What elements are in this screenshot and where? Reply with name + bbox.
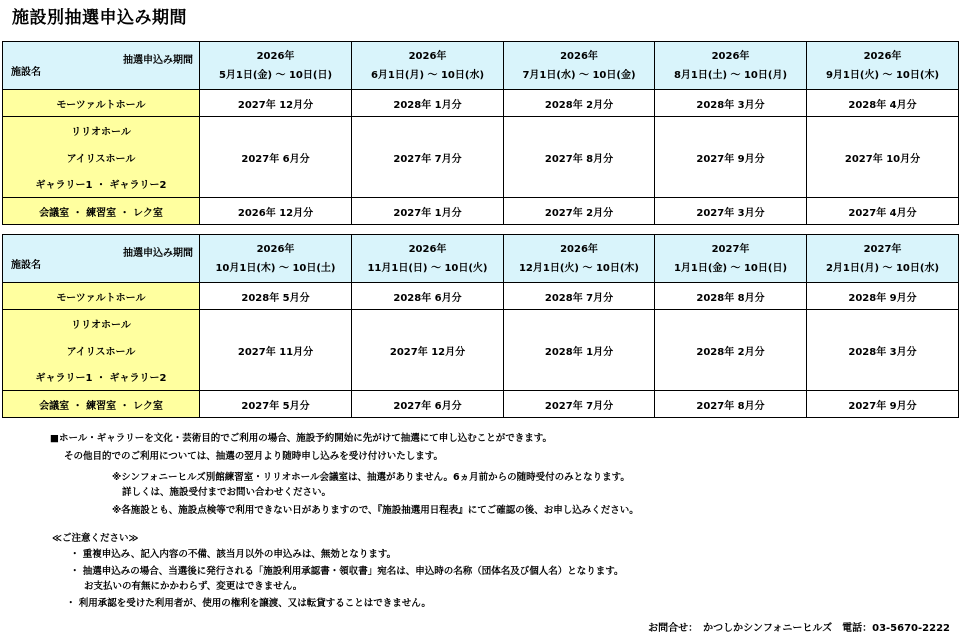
- period-year: 2026年: [408, 50, 447, 62]
- table-cell: 2027年 11月分: [200, 310, 352, 391]
- period-range: 9月1日(火) 〜 10日(木): [825, 69, 940, 81]
- table-cell: 2027年 1月分: [352, 198, 504, 225]
- period-header: [200, 235, 352, 283]
- header-corner: [3, 42, 200, 90]
- period-header: [352, 42, 504, 90]
- table-cell: 2027年 5月分: [200, 391, 352, 418]
- facility-header-label: 施設名: [11, 260, 41, 271]
- schedule-table-1: [2, 41, 959, 225]
- page-title: 施設別抽選申込み期間: [12, 8, 187, 28]
- period-range: 8月1日(土) 〜 10日(月): [673, 69, 788, 81]
- note-line: その他目的でのご利用については、抽選の翌月より随時申し込みを受け付けいたします。: [64, 451, 444, 462]
- table-cell: 2028年 2月分: [655, 310, 807, 391]
- period-year: 2026年: [408, 243, 447, 255]
- period-range: 12月1日(火) 〜 10日(木): [518, 262, 640, 274]
- schedule-table-2: [2, 234, 959, 418]
- facility-name: アイリスホール: [3, 337, 200, 364]
- table-cell: 2028年 8月分: [655, 283, 807, 310]
- table-cell: 2027年 6月分: [352, 391, 504, 418]
- table-cell: 2028年 4月分: [807, 90, 959, 117]
- table-cell: 2027年 12月分: [352, 310, 504, 391]
- table-cell: 2028年 3月分: [655, 90, 807, 117]
- caution-line: お支払いの有無にかかわらず、変更はできません。: [84, 581, 303, 592]
- table-cell: 2026年 12月分: [200, 198, 352, 225]
- table-cell: 2027年 10月分: [807, 117, 959, 198]
- facility-name: モーツァルトホール: [3, 90, 200, 117]
- table-cell: 2027年 9月分: [655, 117, 807, 198]
- facility-header-label: 施設名: [11, 67, 41, 78]
- period-year: 2026年: [863, 50, 902, 62]
- note-line: 詳しくは、施設受付までお問い合わせください。: [122, 487, 332, 498]
- table-cell: 2027年 8月分: [504, 117, 655, 198]
- period-header: [200, 42, 352, 90]
- period-year: 2027年: [863, 243, 902, 255]
- period-header: [655, 42, 807, 90]
- facility-name: 会議室 ・ 練習室 ・ レク室: [3, 391, 200, 418]
- table-cell: 2027年 2月分: [504, 198, 655, 225]
- period-year: 2026年: [560, 50, 598, 62]
- period-range: 6月1日(月) 〜 10日(水): [370, 69, 485, 81]
- period-range: 2月1日(月) 〜 10日(水): [825, 262, 940, 274]
- period-header-label: 抽選申込み期間: [123, 55, 193, 66]
- table-cell: 2027年 3月分: [655, 198, 807, 225]
- facility-name: リリオホール: [3, 117, 200, 144]
- table-cell: 2028年 1月分: [352, 90, 504, 117]
- facility-name: アイリスホール: [3, 144, 200, 171]
- period-range: 1月1日(金) 〜 10日(日): [673, 262, 788, 274]
- contact-info: お問合せ： かつしかシンフォニーヒルズ 電話：03-5670-2222: [648, 623, 950, 634]
- table-cell: 2028年 9月分: [807, 283, 959, 310]
- caution-line: ・ 抽選申込みの場合、当選後に発行される「施設利用承認書・領収書」宛名は、申込時の名称（団体名及び個人名）となります。: [70, 566, 624, 577]
- table-cell: 2028年 3月分: [807, 310, 959, 391]
- note-line: ※各施設とも、施設点検等で利用できない日がありますので、『施設抽選用日程表』にてご確認の後、お申し込みください。: [112, 505, 639, 516]
- period-header: [504, 235, 655, 283]
- facility-name: 会議室 ・ 練習室 ・ レク室: [3, 198, 200, 225]
- period-header: [807, 42, 959, 90]
- period-header: [655, 235, 807, 283]
- period-year: 2026年: [560, 243, 598, 255]
- table-cell: 2028年 6月分: [352, 283, 504, 310]
- period-year: 2026年: [256, 50, 295, 62]
- facility-name: ギャラリー1 ・ ギャラリー2: [3, 364, 200, 391]
- caution-title: ≪ご注意ください≫: [52, 533, 139, 544]
- note-line: ■ホール・ギャラリーを文化・芸術目的でご利用の場合、施設予約開始に先がけて抽選にて申し込むことができます。: [50, 433, 553, 444]
- table-cell: 2028年 7月分: [504, 283, 655, 310]
- table-cell: 2027年 8月分: [655, 391, 807, 418]
- period-header-label: 抽選申込み期間: [123, 248, 193, 259]
- table-cell: 2027年 9月分: [807, 391, 959, 418]
- table-cell: 2027年 6月分: [200, 117, 352, 198]
- table-cell: 2028年 5月分: [200, 283, 352, 310]
- table-cell: 2028年 1月分: [504, 310, 655, 391]
- table-cell: 2027年 7月分: [352, 117, 504, 198]
- period-header: [504, 42, 655, 90]
- period-header: [352, 235, 504, 283]
- period-range: 7月1日(水) 〜 10日(金): [522, 69, 636, 81]
- caution-line: ・ 利用承認を受けた利用者が、使用の権利を譲渡、又は転貸することはできません。: [66, 598, 431, 609]
- period-range: 10月1日(木) 〜 10日(土): [215, 262, 336, 274]
- period-year: 2026年: [711, 50, 750, 62]
- header-corner: [3, 235, 200, 283]
- period-range: 5月1日(金) 〜 10日(日): [218, 69, 333, 81]
- facility-name: モーツァルトホール: [3, 283, 200, 310]
- facility-name: ギャラリー1 ・ ギャラリー2: [3, 171, 200, 198]
- period-year: 2026年: [256, 243, 295, 255]
- caution-line: ・ 重複申込み、記入内容の不備、該当月以外の申込みは、無効となります。: [70, 549, 397, 560]
- period-range: 11月1日(日) 〜 10日(火): [367, 262, 488, 274]
- facility-name: リリオホール: [3, 310, 200, 337]
- period-year: 2027年: [711, 243, 750, 255]
- note-line: ※シンフォニーヒルズ別館練習室・リリオホール会議室は、抽選がありません。6ヵ月前からの随時受付のみとなります。: [112, 472, 630, 483]
- table-cell: 2027年 7月分: [504, 391, 655, 418]
- table-cell: 2027年 4月分: [807, 198, 959, 225]
- period-header: [807, 235, 959, 283]
- table-cell: 2028年 2月分: [504, 90, 655, 117]
- table-cell: 2027年 12月分: [200, 90, 352, 117]
